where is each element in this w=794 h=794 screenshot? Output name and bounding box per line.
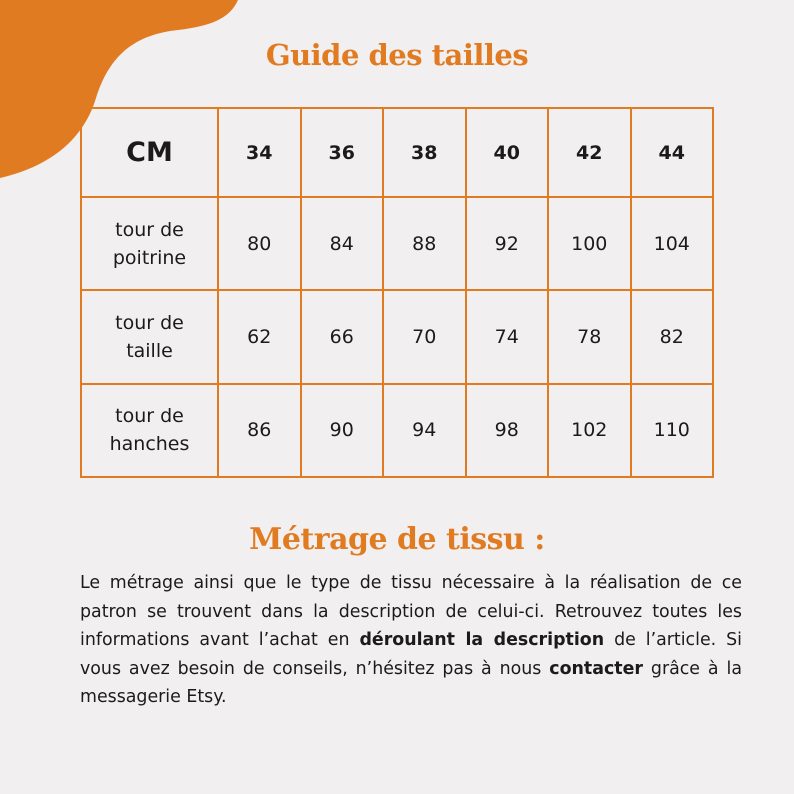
measurement-cell: 80 [218, 197, 301, 290]
measurement-cell: 110 [631, 384, 714, 477]
fabric-yardage-title: Métrage de tissu : [249, 522, 545, 557]
row-label-line: tour de [115, 312, 184, 335]
measurement-cell: 66 [301, 290, 384, 383]
measurement-cell: 88 [383, 197, 466, 290]
row-label-cell [81, 197, 218, 290]
measurement-cell: 62 [218, 290, 301, 383]
table-row [81, 290, 713, 383]
measurement-cell: 94 [383, 384, 466, 477]
size-guide-title: Guide des tailles [265, 38, 529, 72]
measurement-cell: 90 [301, 384, 384, 477]
row-label-line: tour de [115, 405, 184, 428]
size-table [80, 107, 714, 478]
description-text: de l’article. Si vous avez besoin de conseils, n’hésitez pas à nous [80, 630, 742, 679]
description-emphasis: déroulant la description [359, 630, 605, 650]
description-text: grâce à la messagerie Etsy. [80, 658, 742, 707]
size-header-cell: 36 [301, 108, 384, 197]
size-header-cell: 34 [218, 108, 301, 197]
size-header-cell: 44 [631, 108, 714, 197]
fabric-yardage-description [80, 569, 742, 712]
measurement-cell: 98 [466, 384, 549, 477]
size-header-cell: 42 [548, 108, 631, 197]
measurement-cell: 92 [466, 197, 549, 290]
measurement-cell: 74 [466, 290, 549, 383]
row-label-line: hanches [109, 433, 190, 456]
description-text: Le métrage ainsi que le type de tissu nécessaire à la réalisation de ce patron se trouvent dans la description de celui-ci. Retrouvez toutes les informations avant l’achat en [80, 573, 742, 650]
row-label-line: taille [126, 340, 173, 363]
measurement-cell: 86 [218, 384, 301, 477]
unit-header-cell: CM [81, 108, 218, 197]
row-label-cell [81, 384, 218, 477]
row-label-cell [81, 290, 218, 383]
measurement-cell: 82 [631, 290, 714, 383]
measurement-cell: 78 [548, 290, 631, 383]
row-label-line: tour de [115, 218, 184, 241]
size-header-cell: 38 [383, 108, 466, 197]
size-header-cell: 40 [466, 108, 549, 197]
size-header-row [81, 108, 713, 197]
table-row [81, 384, 713, 477]
row-label-line: poitrine [112, 246, 187, 269]
measurement-cell: 70 [383, 290, 466, 383]
measurement-cell: 84 [301, 197, 384, 290]
table-row [81, 197, 713, 290]
description-emphasis: contacter [549, 658, 643, 679]
measurement-cell: 104 [631, 197, 714, 290]
measurement-cell: 102 [548, 384, 631, 477]
measurement-cell: 100 [548, 197, 631, 290]
